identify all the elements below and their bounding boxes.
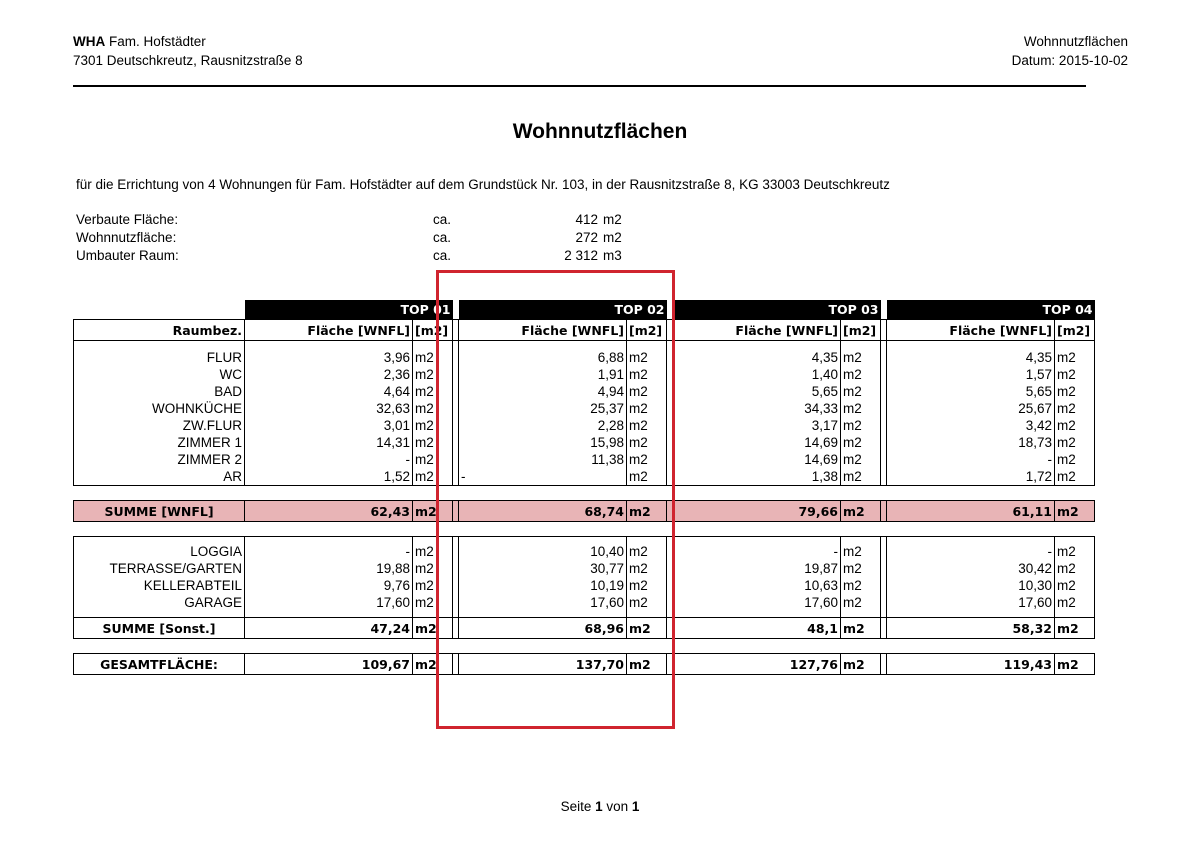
area-value: - [245, 543, 413, 560]
area-unit: m2 [413, 417, 453, 434]
area-unit: m2 [841, 543, 881, 560]
area-value: 3,17 [673, 417, 841, 434]
intro-text: für die Errichtung von 4 Wohnungen für Fam. Hofstädter auf dem Grundstück Nr. 103, in der Rausnitzstraße 8, KG 33003 Deutschkreutz [76, 177, 890, 192]
area-value: 17,60 [459, 594, 627, 611]
area-unit: m2 [413, 560, 453, 577]
area-unit: m2 [1055, 417, 1095, 434]
room-name: KELLERABTEIL [74, 577, 245, 594]
document-type: Wohnnutzflächen [1023, 34, 1128, 49]
area-unit: m2 [627, 349, 667, 366]
area-value: 4,94 [459, 383, 627, 400]
sum-value: 58,32 [887, 618, 1055, 639]
area-value: 2,36 [245, 366, 413, 383]
sum-value: 48,1 [673, 618, 841, 639]
area-unit: m2 [1055, 543, 1095, 560]
area-unit: m2 [413, 543, 453, 560]
area-unit: [m2] [841, 320, 881, 341]
room-name: LOGGIA [74, 543, 245, 560]
room-name: WC [74, 366, 245, 383]
area-unit: m2 [1055, 451, 1095, 468]
area-value: 3,96 [245, 349, 413, 366]
company-name: Fam. Hofstädter [105, 34, 206, 49]
spacer-cell [841, 341, 881, 350]
area-unit: m2 [841, 383, 881, 400]
area-value: 10,19 [459, 577, 627, 594]
area-unit: m2 [841, 366, 881, 383]
empty-dash: - [461, 469, 466, 484]
area-value: 11,38 [459, 451, 627, 468]
sum-value: 62,43 [245, 501, 413, 522]
summary-value: 272 [575, 230, 598, 245]
summary-row [76, 229, 656, 247]
area-unit: m2 [413, 383, 453, 400]
area-value: 25,67 [887, 400, 1055, 417]
summary-row [76, 211, 656, 229]
area-value: 1,40 [673, 366, 841, 383]
area-unit: m2 [627, 560, 667, 577]
sum-value: 109,67 [245, 654, 413, 675]
summary-label: Umbauter Raum: [76, 248, 179, 263]
summary-value: 2 312 [564, 248, 598, 263]
area-value: - [887, 451, 1055, 468]
area-value: 14,31 [245, 434, 413, 451]
summary-unit: m2 [603, 230, 622, 245]
area-unit: m2 [841, 618, 881, 639]
area-unit: m2 [841, 654, 881, 675]
room-name: GARAGE [74, 594, 245, 611]
area-value: 17,60 [887, 594, 1055, 611]
area-unit: m2 [413, 468, 453, 486]
area-unit: m2 [627, 594, 667, 611]
room-name: AR [74, 468, 245, 486]
summary-unit: m2 [603, 212, 622, 227]
room-name: TERRASSE/GARTEN [74, 560, 245, 577]
company-name-bold: WHA [73, 34, 106, 49]
summary-unit: m3 [603, 248, 622, 263]
area-value: 1,57 [887, 366, 1055, 383]
area-unit: m2 [413, 451, 453, 468]
area-unit: [m2] [1055, 320, 1095, 341]
spacer-cell [887, 341, 1055, 350]
company-header [73, 32, 303, 70]
area-unit: m2 [1055, 618, 1095, 639]
footer-total: 1 [631, 799, 640, 814]
header-blank [74, 300, 245, 320]
sum-label: GESAMTFLÄCHE: [74, 654, 245, 675]
area-value: 1,52 [245, 468, 413, 486]
area-unit: m2 [413, 594, 453, 611]
area-value: - [887, 543, 1055, 560]
area-unit: [m2] [413, 320, 453, 341]
area-value: 2,28 [459, 417, 627, 434]
area-unit: m2 [1055, 383, 1095, 400]
area-unit: m2 [627, 451, 667, 468]
area-unit: m2 [413, 434, 453, 451]
area-unit: m2 [1055, 560, 1095, 577]
summary-approx: ca. [433, 248, 452, 263]
room-name: ZIMMER 2 [74, 451, 245, 468]
area-unit: [m2] [627, 320, 667, 341]
area-value: 34,33 [673, 400, 841, 417]
area-value: 6,88 [459, 349, 627, 366]
area-unit: m2 [1055, 434, 1095, 451]
area-unit: m2 [413, 654, 453, 675]
top-label: TOP 02 [459, 300, 667, 320]
spacer-cell [74, 341, 245, 350]
area-unit: m2 [1055, 400, 1095, 417]
area-unit: m2 [841, 468, 881, 486]
area-unit: m2 [1055, 349, 1095, 366]
document-date: Datum: 2015-10-02 [1011, 53, 1128, 68]
area-unit: m2 [627, 654, 667, 675]
spacer-cell [673, 341, 841, 350]
area-unit: m2 [1055, 577, 1095, 594]
area-value: Fläche [WNFL] [459, 320, 627, 341]
area-value: 14,69 [673, 434, 841, 451]
area-unit: m2 [627, 577, 667, 594]
area-unit: m2 [841, 560, 881, 577]
area-unit: m2 [413, 501, 453, 522]
area-unit: m2 [627, 366, 667, 383]
area-unit: m2 [627, 501, 667, 522]
area-unit: m2 [1055, 654, 1095, 675]
area-value: 19,87 [673, 560, 841, 577]
area-value: Fläche [WNFL] [887, 320, 1055, 341]
sum-value: 61,11 [887, 501, 1055, 522]
area-value: 1,72 [887, 468, 1055, 486]
room-name: ZW.FLUR [74, 417, 245, 434]
area-value: 18,73 [887, 434, 1055, 451]
sum-value: 68,96 [459, 618, 627, 639]
sum-value: 79,66 [673, 501, 841, 522]
summary-value: 412 [575, 212, 598, 227]
spacer-cell [1055, 341, 1095, 350]
top-label: TOP 01 [245, 300, 453, 320]
area-value: 15,98 [459, 434, 627, 451]
top-label: TOP 03 [673, 300, 881, 320]
area-value: 10,30 [887, 577, 1055, 594]
top-02-highlight-box [436, 270, 675, 729]
area-value: - [673, 543, 841, 560]
area-unit: m2 [1055, 468, 1095, 486]
area-unit: m2 [413, 366, 453, 383]
area-value: 19,88 [245, 560, 413, 577]
area-value: 17,60 [673, 594, 841, 611]
area-unit: m2 [627, 618, 667, 639]
sum-label: SUMME [Sonst.] [74, 618, 245, 639]
summary-label: Wohnnutzfläche: [76, 230, 177, 245]
area-value: - [245, 451, 413, 468]
area-unit: m2 [841, 594, 881, 611]
area-unit: m2 [841, 434, 881, 451]
area-unit: m2 [413, 349, 453, 366]
area-value: Fläche [WNFL] [245, 320, 413, 341]
area-unit: m2 [1055, 594, 1095, 611]
area-unit: m2 [627, 417, 667, 434]
area-unit: m2 [841, 349, 881, 366]
area-unit: m2 [413, 577, 453, 594]
area-unit: m2 [1055, 501, 1095, 522]
area-value: 4,35 [887, 349, 1055, 366]
area-unit: m2 [627, 400, 667, 417]
summary-row [76, 247, 656, 265]
area-unit: m2 [1055, 366, 1095, 383]
sum-value: 137,70 [459, 654, 627, 675]
sum-value: 68,74 [459, 501, 627, 522]
area-value: 5,65 [673, 383, 841, 400]
sum-value: 127,76 [673, 654, 841, 675]
footer-page: 1 [595, 799, 603, 814]
room-name: BAD [74, 383, 245, 400]
room-name: FLUR [74, 349, 245, 366]
room-column-header: Raumbez. [74, 320, 245, 341]
area-unit: m2 [627, 434, 667, 451]
area-value: 30,42 [887, 560, 1055, 577]
area-unit: m2 [841, 400, 881, 417]
area-unit: m2 [627, 468, 667, 486]
area-value: 9,76 [245, 577, 413, 594]
area-value: 10,63 [673, 577, 841, 594]
room-name: WOHNKÜCHE [74, 400, 245, 417]
document-header [1012, 32, 1128, 70]
area-unit: m2 [413, 618, 453, 639]
area-value: 3,42 [887, 417, 1055, 434]
area-unit: m2 [841, 451, 881, 468]
area-value: 25,37 [459, 400, 627, 417]
area-value: 17,60 [245, 594, 413, 611]
room-name: ZIMMER 1 [74, 434, 245, 451]
summary-approx: ca. [433, 212, 452, 227]
company-address: 7301 Deutschkreutz, Rausnitzstraße 8 [73, 53, 303, 68]
footer-middle: von [602, 799, 632, 814]
area-unit: m2 [841, 501, 881, 522]
area-value: 10,40 [459, 543, 627, 560]
area-unit: m2 [841, 577, 881, 594]
summary-label: Verbaute Fläche: [76, 212, 179, 227]
area-value: 14,69 [673, 451, 841, 468]
area-value: 1,38 [673, 468, 841, 486]
sum-value: 119,43 [887, 654, 1055, 675]
sum-label: SUMME [WNFL] [74, 501, 245, 522]
area-unit: m2 [841, 417, 881, 434]
top-label: TOP 04 [887, 300, 1095, 320]
area-value: 1,91 [459, 366, 627, 383]
spacer-cell [245, 341, 413, 350]
summary-approx: ca. [433, 230, 452, 245]
header-divider [73, 85, 1086, 87]
area-unit: m2 [627, 543, 667, 560]
page-title: Wohnnutzflächen [512, 120, 688, 143]
area-value: Fläche [WNFL] [673, 320, 841, 341]
area-value: 5,65 [887, 383, 1055, 400]
area-unit: m2 [627, 383, 667, 400]
area-unit: m2 [413, 400, 453, 417]
area-value: 3,01 [245, 417, 413, 434]
page-footer [0, 799, 1200, 814]
area-value: 30,77 [459, 560, 627, 577]
area-value: 4,64 [245, 383, 413, 400]
area-value: 32,63 [245, 400, 413, 417]
sum-value: 47,24 [245, 618, 413, 639]
area-value: 4,35 [673, 349, 841, 366]
footer-prefix: Seite [560, 799, 596, 814]
